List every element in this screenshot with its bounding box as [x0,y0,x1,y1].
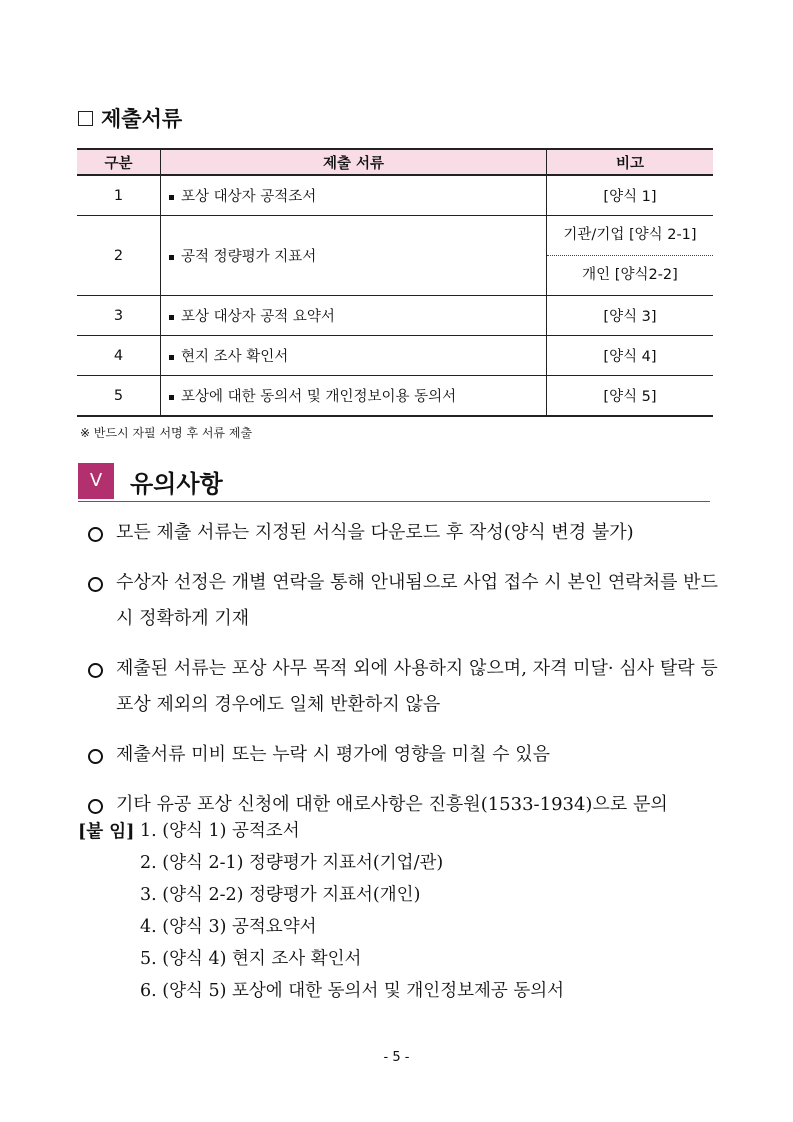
row-note: [양식 4] [547,336,714,376]
table-header-row [77,149,713,175]
attachment-item: 6. (양식 5) 포상에 대한 동의서 및 개인정보제공 동의서 [140,981,565,1001]
row-document: 포상에 대한 동의서 및 개인정보이용 동의서 [161,376,547,417]
header-remarks: 비고 [547,149,714,175]
row-note [547,216,714,296]
row-number: 1 [77,175,161,216]
square-bullet-icon [169,395,174,400]
list-item: 제출서류 미비 또는 누락 시 평가에 영향을 미칠 수 있음 [88,737,728,773]
square-bullet-icon [169,255,174,260]
page-number: - 5 - [383,1050,410,1065]
row-number: 5 [77,376,161,417]
section-heading [78,103,182,133]
row-document: 포상 대상자 공적 요약서 [161,296,547,336]
row-document: 현지 조사 확인서 [161,336,547,376]
circle-bullet-icon [88,527,103,542]
table-row [77,175,713,216]
section-v-title: 유의사항 [130,470,223,498]
section-v-heading [78,463,710,502]
table-row [77,336,713,376]
header-category: 구분 [77,149,161,175]
table-row [77,376,713,417]
row-document: 공적 정량평가 지표서 [161,216,547,296]
circle-bullet-icon [88,749,103,764]
table-row [77,296,713,336]
square-bullet-icon [169,195,174,200]
attachment-item: 1. (양식 1) 공적조서 [140,821,300,841]
square-bullet-icon [169,315,174,320]
attachments-label: [붙 임] [78,822,135,842]
row-number: 2 [77,216,161,296]
row-document: 포상 대상자 공적조서 [161,175,547,216]
circle-bullet-icon [88,799,103,814]
attachment-item: 4. (양식 3) 공적요약서 [140,917,317,937]
circle-bullet-icon [88,577,103,592]
row-number: 3 [77,296,161,336]
row-note: [양식 5] [547,376,714,417]
checkbox-square-icon [78,111,93,126]
attachment-item: 2. (양식 2-1) 정량평가 지표서(기업/관) [140,853,444,873]
section-number-badge: V [78,463,114,499]
row-note-org: 기관/기업 [양식 2-1] [547,216,713,256]
header-documents: 제출 서류 [161,149,547,175]
list-item: 모든 제출 서류는 지정된 서식을 다운로드 후 작성(양식 변경 불가) [88,515,728,551]
attachments-list [140,818,660,1010]
circle-bullet-icon [88,663,103,678]
row-note-individual: 개인 [양식2-2] [582,267,678,283]
list-item: 제출된 서류는 포상 사무 목적 외에 사용하지 않으며, 자격 미달· 심사 탈락 등 포상 제외의 경우에도 일체 반환하지 않음 [88,651,728,723]
row-note: [양식 3] [547,296,714,336]
square-bullet-icon [169,355,174,360]
attachment-item: 3. (양식 2-2) 정량평가 지표서(개인) [140,885,421,905]
row-note: [양식 1] [547,175,714,216]
documents-table [77,148,713,417]
notes-list [88,515,728,837]
section-title: 제출서류 [101,107,183,131]
footnote: ※ 반드시 자필 서명 후 서류 제출 [80,426,253,440]
attachment-item: 5. (양식 4) 현지 조사 확인서 [140,949,362,969]
table-row [77,216,713,296]
row-number: 4 [77,336,161,376]
list-item: 기타 유공 포상 신청에 대한 애로사항은 진흥원(1533-1934)으로 문의 [88,787,728,823]
list-item: 수상자 선정은 개별 연락을 통해 안내됨으로 사업 접수 시 본인 연락처를 반드시 정확하게 기재 [88,565,728,637]
